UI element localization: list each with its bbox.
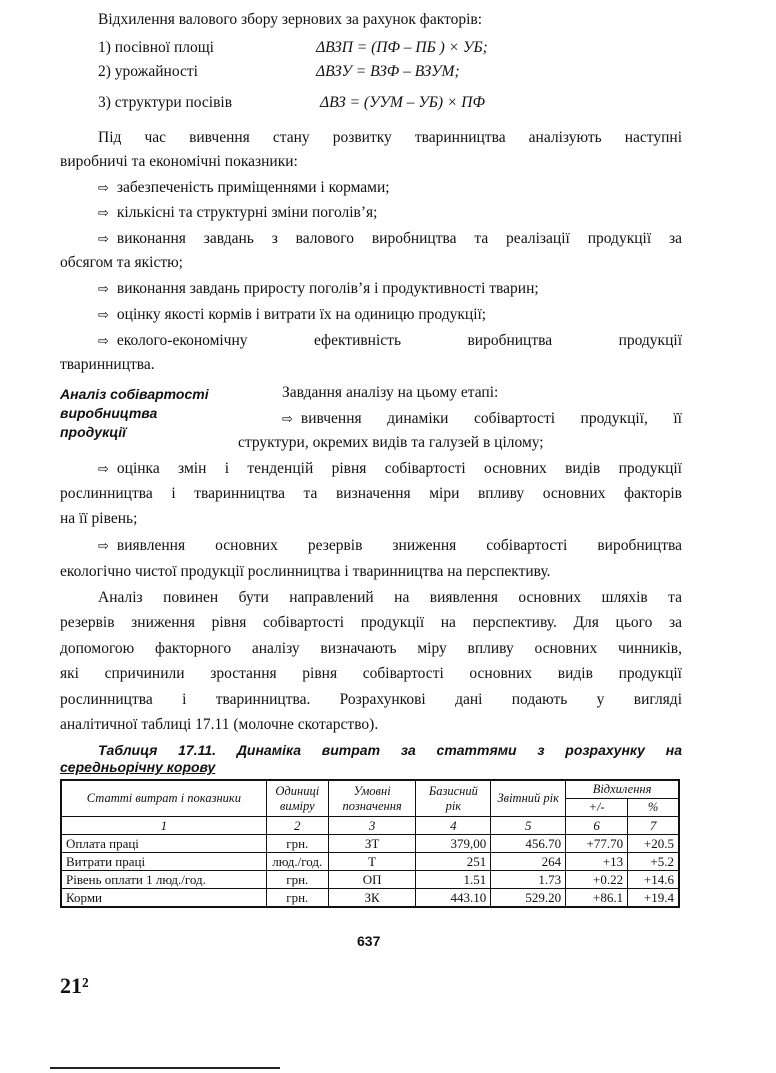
cell-dev-pct: +14.6 [628, 871, 679, 889]
header-deviation: Відхилення [566, 780, 679, 799]
cell-dev-pct: +20.5 [628, 835, 679, 853]
header-report-year: Звітний рік [491, 780, 566, 817]
cell-report: 456.70 [491, 835, 566, 853]
cell-unit: люд./год. [266, 853, 328, 871]
cell-item: Витрати праці [61, 853, 266, 871]
task-bullet-2-cont2: на її рівень; [60, 510, 138, 527]
header-base-year: Базисний рік [416, 780, 491, 817]
formula-structure: ΔВЗ = (УУМ – УБ) × ПФ [320, 94, 485, 111]
cell-dev-abs: +86.1 [566, 889, 628, 908]
task-bullet-3: ⇨ виявлення основних резервів зниження собівартості виробництва [98, 536, 682, 557]
cost-dynamics-table [60, 779, 680, 908]
cell-base: 251 [416, 853, 491, 871]
cell-base: 443.10 [416, 889, 491, 908]
side-title-line3: продукції [60, 424, 127, 440]
header-deviation-pct: % [628, 799, 679, 817]
table-caption-line1: Таблиця 17.11. Динаміка витрат за статтями з розрахунку на [98, 742, 682, 758]
factor-label-area: 1) посівної площі [98, 39, 214, 56]
table-row [61, 871, 679, 889]
analysis-paragraph-line4: які спричинили зростання рівня собівартості основних видів продукції [60, 665, 682, 682]
task-bullet-1-cont: структури, окремих видів та галузей в цілому; [238, 434, 544, 451]
task-bullet-1: ⇨ вивчення динаміки собівартості продукції, її [282, 409, 682, 430]
section-side-title [60, 385, 209, 442]
analysis-paragraph-line1: Аналіз повинен бути направлений на виявлення основних шляхів та [98, 589, 682, 606]
task-bullet-3-cont: екологічно чистої продукції рослинництва і тваринництва на перспективу. [60, 563, 551, 580]
table-index-row [61, 817, 679, 835]
livestock-bullet-3: ⇨ виконання завдань з валового виробництва та реалізації продукції за [98, 229, 682, 250]
header-cost-items: Статті витрат і показники [61, 780, 266, 817]
livestock-bullet-1: ⇨ забезпеченість приміщеннями і кормами; [98, 178, 390, 199]
factor-label-structure: 3) структури посівів [98, 94, 233, 111]
analysis-paragraph-line2: резервів зниження рівня собівартості продукції на перспективу. Для цього за [60, 614, 682, 631]
livestock-bullet-6: ⇨ еколого-економічну ефективність виробництва продукції [98, 331, 682, 352]
header-notation: Умовні позначення [328, 780, 416, 817]
livestock-bullet-6-cont: тваринництва. [60, 356, 155, 373]
header-deviation-abs: +/- [566, 799, 628, 817]
cell-unit: грн. [266, 835, 328, 853]
cell-base: 379,00 [416, 835, 491, 853]
index-cell: 2 [266, 817, 328, 835]
table-row [61, 853, 679, 871]
index-cell: 3 [328, 817, 416, 835]
task-bullet-2-cont1: рослинництва і тваринництва та визначення міри впливу основних факторів [60, 485, 682, 502]
page-number: 637 [357, 933, 381, 949]
livestock-intro-line2: виробничі та економічні показники: [60, 153, 298, 170]
table-row [61, 835, 679, 853]
livestock-bullet-4: ⇨ виконання завдань приросту поголів’я і продуктивності тварин; [98, 279, 539, 300]
task-intro: Завдання аналізу на цьому етапі: [282, 384, 499, 401]
analysis-paragraph-line5: рослинництва і тваринництва. Розрахункові дані подають у вигляді [60, 691, 682, 708]
formula-area: ΔВЗП = (ПФ – ПБ ) × УБ; [316, 39, 488, 56]
formula-yield: ΔВЗУ = ВЗФ – ВЗУМ; [316, 63, 460, 80]
cell-dev-pct: +5.2 [628, 853, 679, 871]
cell-report: 529.20 [491, 889, 566, 908]
task-bullet-2: ⇨ оцінка змін і тенденцій рівня собівартості основних видів продукції [98, 459, 682, 480]
cell-report: 1.73 [491, 871, 566, 889]
side-title-line1: Аналіз собівартості [60, 386, 209, 402]
deviation-heading: Відхилення валового збору зернових за рахунок факторів: [98, 11, 483, 28]
analysis-paragraph-line6: аналітичної таблиці 17.11 (молочне скотарство). [60, 716, 379, 733]
cell-unit: грн. [266, 889, 328, 908]
cell-base: 1.51 [416, 871, 491, 889]
livestock-bullet-2: ⇨ кількісні та структурні зміни поголів’я; [98, 203, 377, 224]
table-row [61, 889, 679, 908]
cell-item: Оплата праці [61, 835, 266, 853]
cell-unit: грн. [266, 871, 328, 889]
livestock-bullet-5: ⇨ оцінку якості кормів і витрати їх на одиницю продукції; [98, 305, 486, 326]
index-cell: 7 [628, 817, 679, 835]
cell-notation: ОП [328, 871, 416, 889]
cell-item: Корми [61, 889, 266, 908]
index-cell: 6 [566, 817, 628, 835]
cell-notation: ЗК [328, 889, 416, 908]
bottom-rule [50, 1067, 280, 1069]
cell-dev-abs: +13 [566, 853, 628, 871]
cell-dev-abs: +77.70 [566, 835, 628, 853]
cell-dev-pct: +19.4 [628, 889, 679, 908]
cell-notation: Т [328, 853, 416, 871]
header-units: Одиниці виміру [266, 780, 328, 817]
livestock-intro-line1: Під час вивчення стану розвитку тваринництва аналізують наступні [98, 129, 682, 146]
index-cell: 4 [416, 817, 491, 835]
livestock-bullet-3-cont: обсягом та якістю; [60, 254, 183, 271]
side-title-line2: виробництва [60, 405, 158, 421]
cell-dev-abs: +0.22 [566, 871, 628, 889]
factor-label-yield: 2) урожайності [98, 63, 198, 80]
table-caption-line2: середньорічну корову [60, 759, 216, 775]
analysis-paragraph-line3: допомогою факторного аналізу визначають міру впливу основних чинників, [60, 640, 682, 657]
cell-notation: ЗТ [328, 835, 416, 853]
cell-item: Рівень оплати 1 люд./год. [61, 871, 266, 889]
index-cell: 5 [491, 817, 566, 835]
index-cell: 1 [61, 817, 266, 835]
cell-report: 264 [491, 853, 566, 871]
margin-mark: 21² [60, 973, 89, 998]
